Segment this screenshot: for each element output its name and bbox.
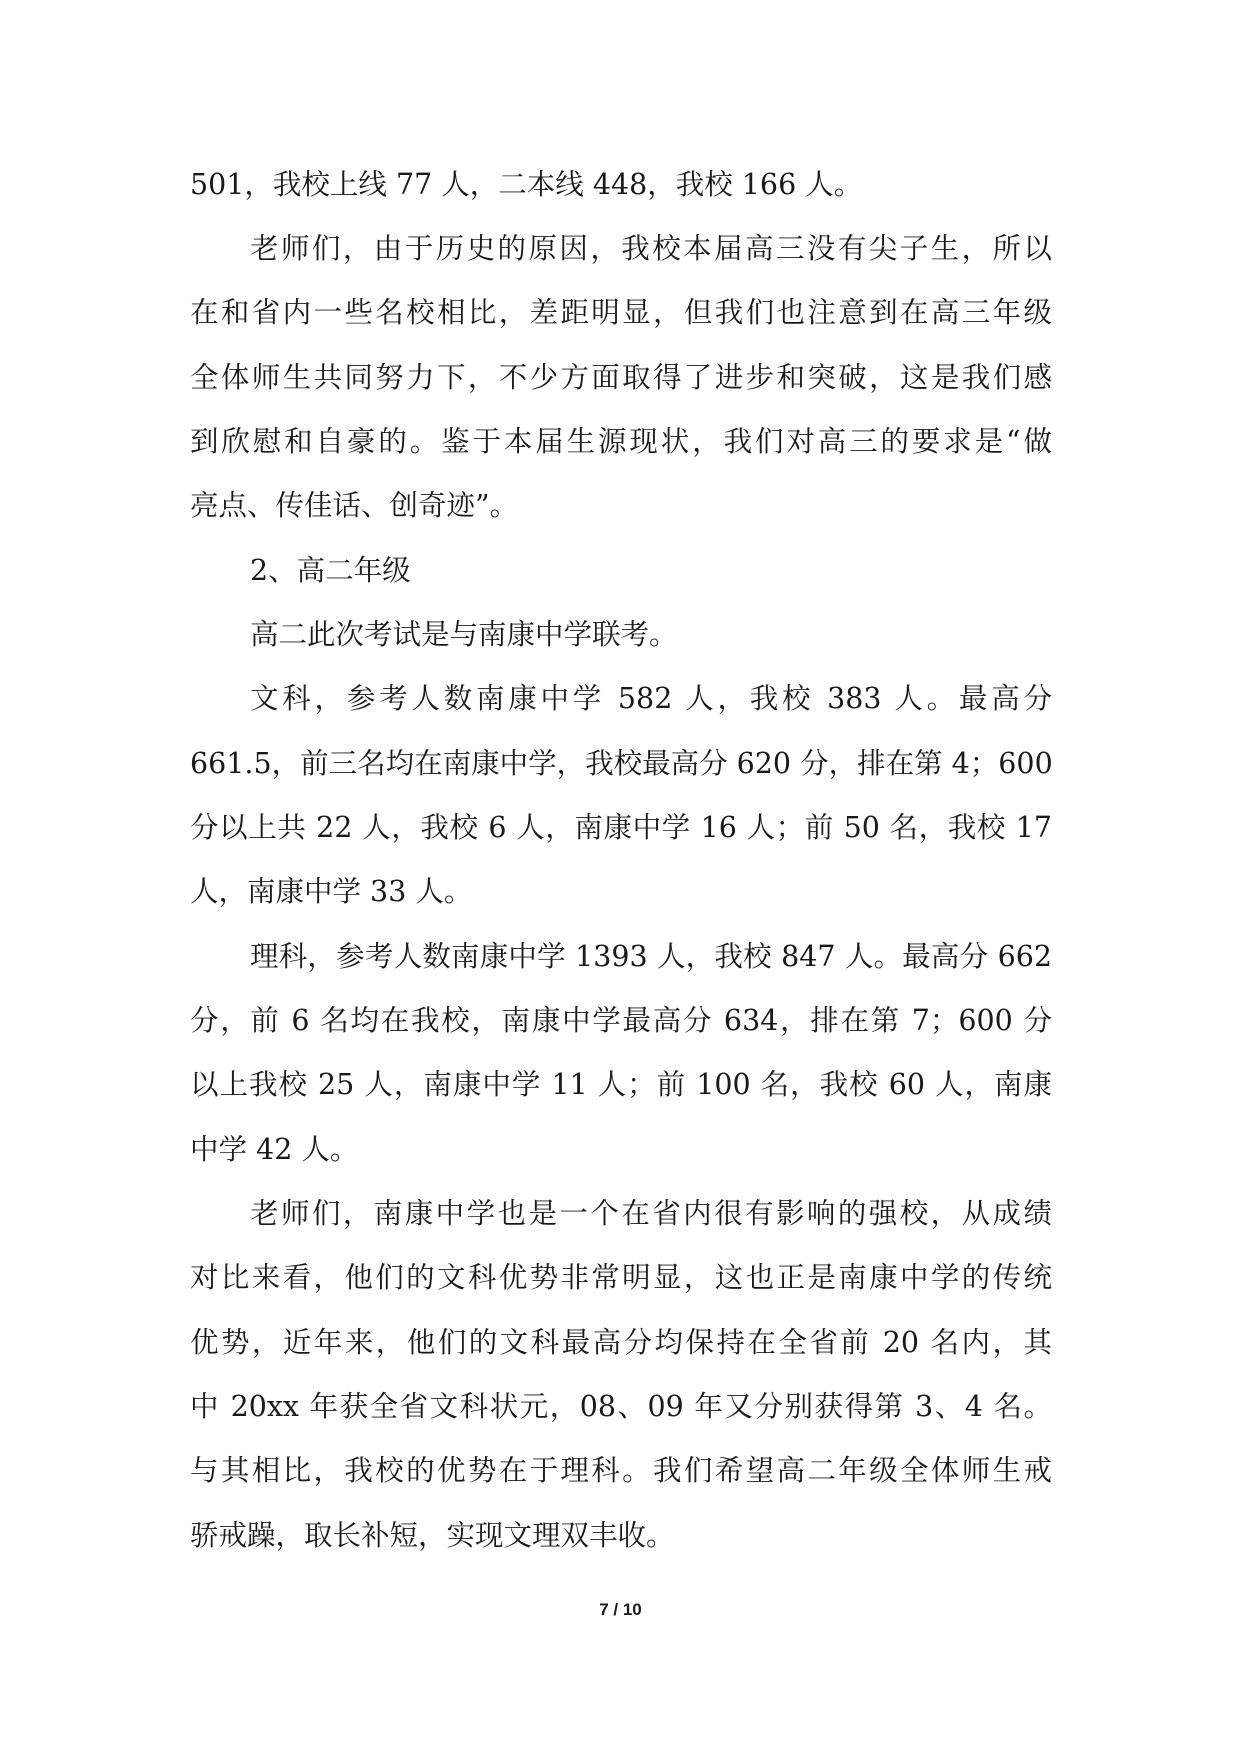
paragraph-line: 老师们，南康中学也是一个在省内很有影响的强校，从成绩 [250, 1197, 1052, 1230]
paragraph-line: 对比来看，他们的文科优势非常明显，这也正是南康中学的传统 [190, 1261, 1052, 1294]
paragraph-line: 661.5，前三名均在南康中学，我校最高分 620 分，排在第 4；600 [190, 747, 1053, 780]
paragraph-line: 到欣慰和自豪的。鉴于本届生源现状，我们对高三的要求是“做 [190, 425, 1052, 458]
paragraph-line: 在和省内一些名校相比，差距明显，但我们也注意到在高三年级 [190, 296, 1052, 329]
paragraph-line: 与其相比，我校的优势在于理科。我们希望高二年级全体师生戒 [190, 1454, 1052, 1487]
paragraph-line: 中学 42 人。 [190, 1133, 359, 1166]
paragraph-line: 分，前 6 名均在我校，南康中学最高分 634，排在第 7；600 分 [190, 1004, 1052, 1037]
paragraph-line: 文科，参考人数南康中学 582 人，我校 383 人。最高分 [250, 682, 1052, 715]
paragraph-line: 中 20xx 年获全省文科状元，08、09 年又分别获得第 3、4 名。 [190, 1390, 1052, 1423]
paragraph-line: 以上我校 25 人，南康中学 11 人；前 100 名，我校 60 人，南康 [190, 1068, 1052, 1101]
section-heading: 2、高二年级 [250, 554, 411, 587]
paragraph-line: 人，南康中学 33 人。 [190, 875, 473, 908]
paragraph-line: 老师们，由于历史的原因，我校本届高三没有尖子生，所以 [250, 232, 1052, 265]
paragraph-line: 骄戒躁，取长补短，实现文理双丰收。 [190, 1519, 675, 1552]
paragraph-line: 优势，近年来，他们的文科最高分均保持在全省前 20 名内，其 [190, 1326, 1052, 1359]
paragraph-line: 全体师生共同努力下，不少方面取得了进步和突破，这是我们感 [190, 361, 1052, 394]
paragraph-line: 高二此次考试是与南康中学联考。 [250, 618, 678, 651]
paragraph-line: 理科，参考人数南康中学 1393 人，我校 847 人。最高分 662 [250, 940, 1052, 973]
paragraph-line: 分以上共 22 人，我校 6 人，南康中学 16 人；前 50 名，我校 17 [190, 811, 1052, 844]
page-number: 7 / 10 [599, 1600, 642, 1619]
paragraph-line: 亮点、传佳话、创奇迹”。 [190, 489, 519, 522]
paragraph-line: 501，我校上线 77 人，二本线 448，我校 166 人。 [190, 168, 863, 201]
